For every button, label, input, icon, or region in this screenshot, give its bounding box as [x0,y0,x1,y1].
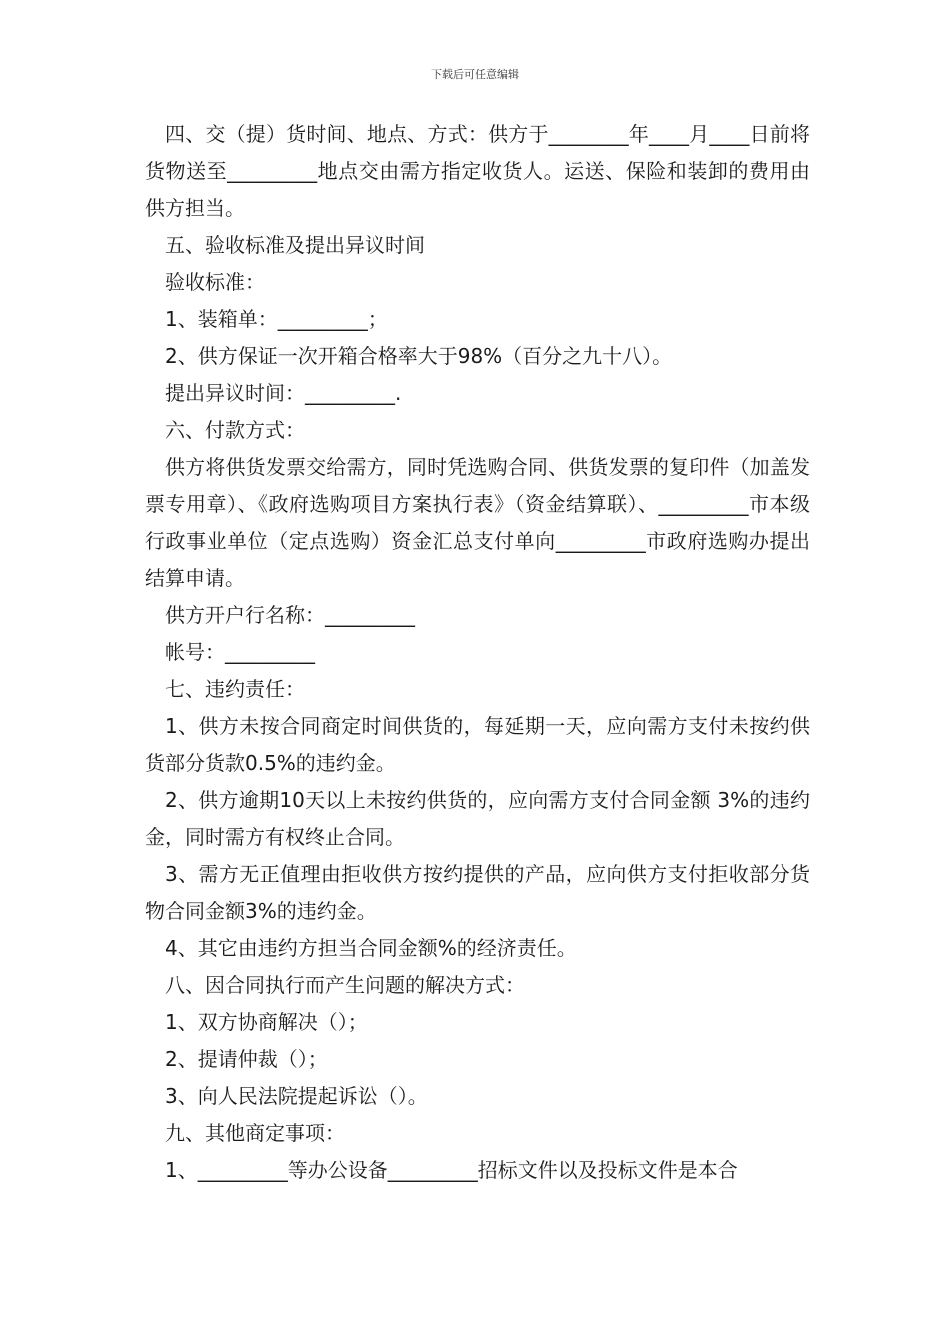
dispute-item-2: 2、提请仲裁（）； [165,1047,328,1071]
pass-rate-item: 2、供方保证一次开箱合格率大于98%（百分之九十八）。 [165,344,673,368]
section-8-heading: 八、因合同执行而产生问题的解决方式： [165,973,525,997]
packing-list-item: 1、装箱单：_________； [165,307,388,331]
payment-paragraph: 供方将供货发票交给需方，同时凭选购合同、供货发票的复印件（加盖发票专用章）、《政府选购项目方案执行表》（资金结算联）、_________市本级行政事业单位（定点选购）资金汇总支付单向_________市政府选购办提出结算申请。 [145,455,810,590]
acceptance-standard-label: 验收标准： [165,270,265,294]
section-6-heading: 六、付款方式： [165,418,305,442]
page-header: 下载后可任意编辑 [431,68,519,81]
account-number-item: 帐号：_________ [165,640,315,664]
document-body [145,116,810,1189]
breach-item-3: 3、需方无正值理由拒收供方按约提供的产品，应向供方支付拒收部分货物合同金额3%的违约金。 [145,862,810,923]
section-9-heading: 九、其他商定事项： [165,1121,345,1145]
bank-name-item: 供方开户行名称：_________ [165,603,415,627]
breach-item-1: 1、供方未按合同商定时间供货的，每延期一天，应向需方支付未按约供货部分货款0.5%的违约金。 [145,714,810,775]
dispute-item-1: 1、双方协商解决（）； [165,1010,368,1034]
section-5-heading: 五、验收标准及提出异议时间 [165,233,425,257]
breach-item-2: 2、供方逾期10天以上未按约供货的，应向需方支付合同金额 3%的违约金，同时需方有权终止合同。 [145,788,810,849]
objection-time-item: 提出异议时间：_________. [165,381,402,405]
breach-item-4: 4、其它由违约方担当合同金额%的经济责任。 [165,936,577,960]
other-item-1: 1、_________等办公设备_________招标文件以及投标文件是本合 [165,1158,738,1182]
dispute-item-3: 3、向人民法院提起诉讼（）。 [165,1084,428,1108]
section-7-heading: 七、违约责任： [165,677,305,701]
section-4-delivery: 四、交（提）货时间、地点、方式：供方于________年____月____日前将货物送至_________地点交由需方指定收货人。运送、保险和装卸的费用由供方担当。 [145,122,810,220]
